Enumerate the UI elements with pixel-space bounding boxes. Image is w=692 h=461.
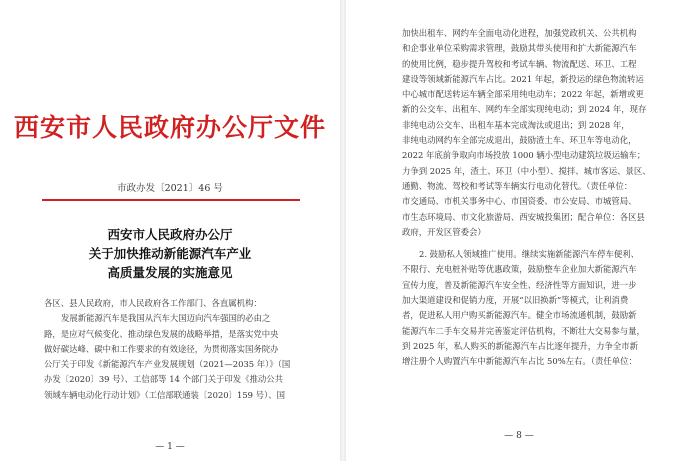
body-line: 建设等领域新能源汽车占比。2021 年起，新投运的绿色物流转运 xyxy=(402,73,644,84)
paragraph-gap xyxy=(402,240,654,247)
body-line: 公厅关于印发《新能源汽车产业发展规划（2021—2035 年）》（国 xyxy=(44,359,291,370)
body-line: 非纯电动网约车全部完成退出，鼓励渣土车、环卫车等电动化， xyxy=(402,135,637,146)
body-line: 力争到 2025 年，渣土、环卫（中小型）、搅拌、城市客运、景区、 xyxy=(402,165,651,176)
body-line: 2. 鼓励私人领域推广使用。继续实施新能源汽车停车便利、 xyxy=(419,249,640,260)
page-number: — 8 — xyxy=(504,431,534,441)
left-page xyxy=(0,0,340,461)
body-line: 市交通局、市机关事务中心、市国资委、市公安局、市城管局、 xyxy=(402,196,637,207)
document-title xyxy=(0,225,340,282)
body-line: 加大渠道建设和促销力度，开展“以旧换新”等模式，让利消费 xyxy=(402,295,629,306)
document-header: 西安市人民政府办公厅文件 xyxy=(13,113,326,142)
title-line: 高质量发展的实施意见 xyxy=(107,265,233,280)
body-line: 能源汽车二手车交易并完善鉴定评估机构，不断壮大交易参与量， xyxy=(402,325,645,336)
body-line: 市生态环境局、市文化旅游局、西安城投集团；配合单位：各区县 xyxy=(402,211,645,222)
right-page xyxy=(346,0,692,461)
body-line: 的使用比例，稳步提升驾校和考试车辆、物流配送、环卫、工程 xyxy=(402,58,637,69)
body-text-right xyxy=(402,26,654,370)
body-line: 者，促进私人用户购买新能源汽车。健全市场流通机制，鼓励新 xyxy=(402,310,637,321)
body-text-left xyxy=(44,296,302,403)
body-line: 路，是应对气候变化、推动绿色发展的战略举措，是落实党中央 xyxy=(44,328,279,339)
red-divider-line xyxy=(42,199,300,201)
body-line: 和企事业单位采购需求管理，鼓励其带头使用和扩大新能源汽车 xyxy=(402,43,637,54)
body-line: 办发〔2020〕39 号）、工信部等 14 个部门关于印发《推动公共 xyxy=(44,374,284,385)
page-number: — 1 — xyxy=(155,442,185,452)
body-line: 宣传力度，普及新能源汽车安全性、经济性等方面知识，进一步 xyxy=(402,279,637,290)
body-line: 加快出租车、网约车全面电动化进程，加强党政机关、公共机构 xyxy=(402,28,637,38)
body-line: 发展新能源汽车是我国从汽车大国迈向汽车强国的必由之 xyxy=(61,313,271,324)
title-line: 西安市人民政府办公厅 xyxy=(107,227,233,242)
body-line: 新的公交车、出租车、网约车全部实现纯电动；到 2024 年，现存 xyxy=(402,104,647,115)
body-line: 领域车辆电动化行动计划》（工信部联通装〔2020〕159 号）、国 xyxy=(44,389,285,400)
body-line: 通勤、物流、驾校和考试等车辆实行电动化替代。（责任单位： xyxy=(402,180,633,191)
body-line: 2022 年底前争取向市场投放 1000 辆小型电动建筑垃圾运输车； xyxy=(402,150,646,161)
body-line: 到 2025 年，私人购买的新能源汽车占比逐年提升，力争全市新 xyxy=(402,340,639,351)
document-number: 市政办发〔2021〕46 号 xyxy=(117,183,223,194)
body-line: 政府，开发区管委会） xyxy=(402,226,486,237)
salutation: 各区、县人民政府，市人民政府各工作部门、各直属机构： xyxy=(44,298,262,308)
body-line: 中心城市配送转运车辆全部采用纯电动车；2022 年起，新增或更 xyxy=(402,89,644,100)
body-line: 增注册个人购置汽车中新能源汽车占比 50%左右。（责任单位： xyxy=(402,356,637,367)
body-line: 做好碳达峰、碳中和工作要求的有效途径，为贯彻落实国务院办 xyxy=(44,343,279,354)
title-line: 关于加快推动新能源汽车产业 xyxy=(88,246,252,261)
body-line: 不限行、充电桩补贴等优惠政策，鼓励整车企业加大新能源汽车 xyxy=(402,264,637,275)
body-line: 非纯电动公交车、出租车基本完成淘汰或退出；到 2028 年， xyxy=(402,119,630,130)
